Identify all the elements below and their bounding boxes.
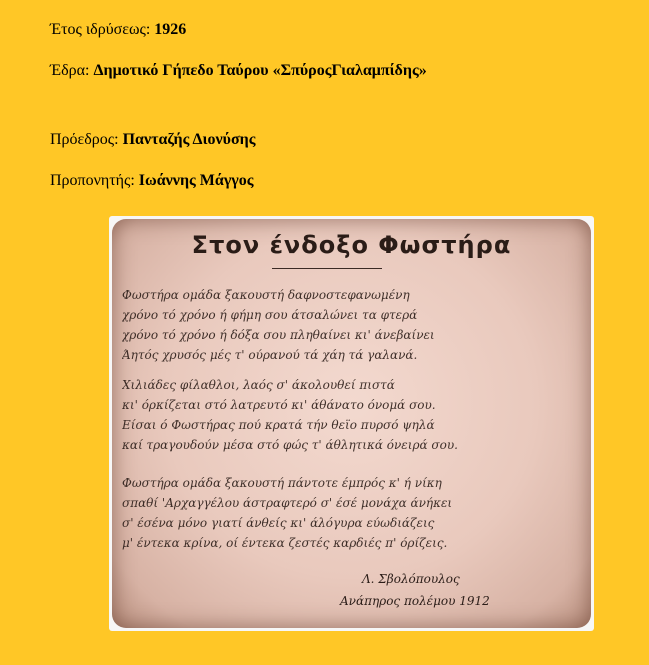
title-underline — [272, 268, 382, 269]
president-label: Πρόεδρος: — [50, 131, 123, 148]
poem-line: σπαθί 'Αρχαγγέλου άστραφτερό σ' έσέ μονάχα άνήκει — [122, 496, 453, 510]
poem-line: κι' όρκίζεται στό λατρευτό κι' άθάνατο όνομά σου. — [122, 398, 436, 412]
poem-line: χρόνο τό χρόνο ή δόξα σου πληθαίνει κι' άνεβαίνει — [122, 328, 435, 342]
founded-year-line — [50, 20, 186, 40]
poem-author-note: Ανάπηρος πολέμου 1912 — [340, 594, 490, 608]
home-ground-label: Έδρα: — [50, 62, 94, 79]
poem-stanza — [122, 375, 585, 455]
poem-line: Φωστήρα ομάδα ξακουστή δαφνοστεφανωμένη — [122, 288, 410, 302]
home-ground-value: Δημοτικό Γήπεδο Ταύρου «ΣπύροςΓιαλαμπίδης» — [93, 62, 427, 79]
poem-title: Στον ένδοξο Φωστήρα — [191, 231, 512, 259]
home-ground-line — [50, 61, 427, 81]
poem-stanza — [122, 473, 585, 553]
coach-label: Προπονητής: — [50, 172, 139, 189]
poem-line: Χιλιάδες φίλαθλοι, λαός σ' άκολουθεί πιστά — [122, 378, 395, 392]
coach-value: Ιωάννης Μάγγος — [138, 172, 254, 189]
poem-card — [112, 219, 591, 628]
founded-value: 1926 — [154, 21, 187, 38]
president-line — [50, 130, 255, 150]
coach-line — [50, 171, 254, 191]
poem-line: σ' έσένα μόνο γιατί άνθείς κι' άλόγυρα εύωδιάζεις — [122, 516, 435, 530]
poem-line: καί τραγουδούν μέσα στό φώς τ' άθλητικά όνειρά σου. — [122, 438, 458, 452]
poem-line: χρόνο τό χρόνο ή φήμη σου άτσαλώνει τα φτερά — [122, 308, 418, 322]
poem-author: Λ. Σβολόπουλος — [362, 572, 460, 586]
poem-line: Φωστήρα ομάδα ξακουστή πάντοτε έμπρός κ' ή νίκη — [122, 476, 442, 490]
poem-line: Άητός χρυσός μές τ' ούρανού τά χάη τά γαλανά. — [122, 348, 418, 362]
founded-label: Έτος ιδρύσεως: — [50, 21, 155, 38]
poem-image — [109, 216, 594, 631]
president-value: Πανταζής Διονύσης — [122, 131, 256, 148]
poem-stanza — [122, 285, 585, 365]
poem-line: μ' έντεκα κρίνα, οί έντεκα ζεστές καρδιές π' όρίζεις. — [122, 536, 448, 550]
poem-line: Είσαι ό Φωστήρας πού κρατά τήν θεϊο πυρσό ψηλά — [122, 418, 435, 432]
